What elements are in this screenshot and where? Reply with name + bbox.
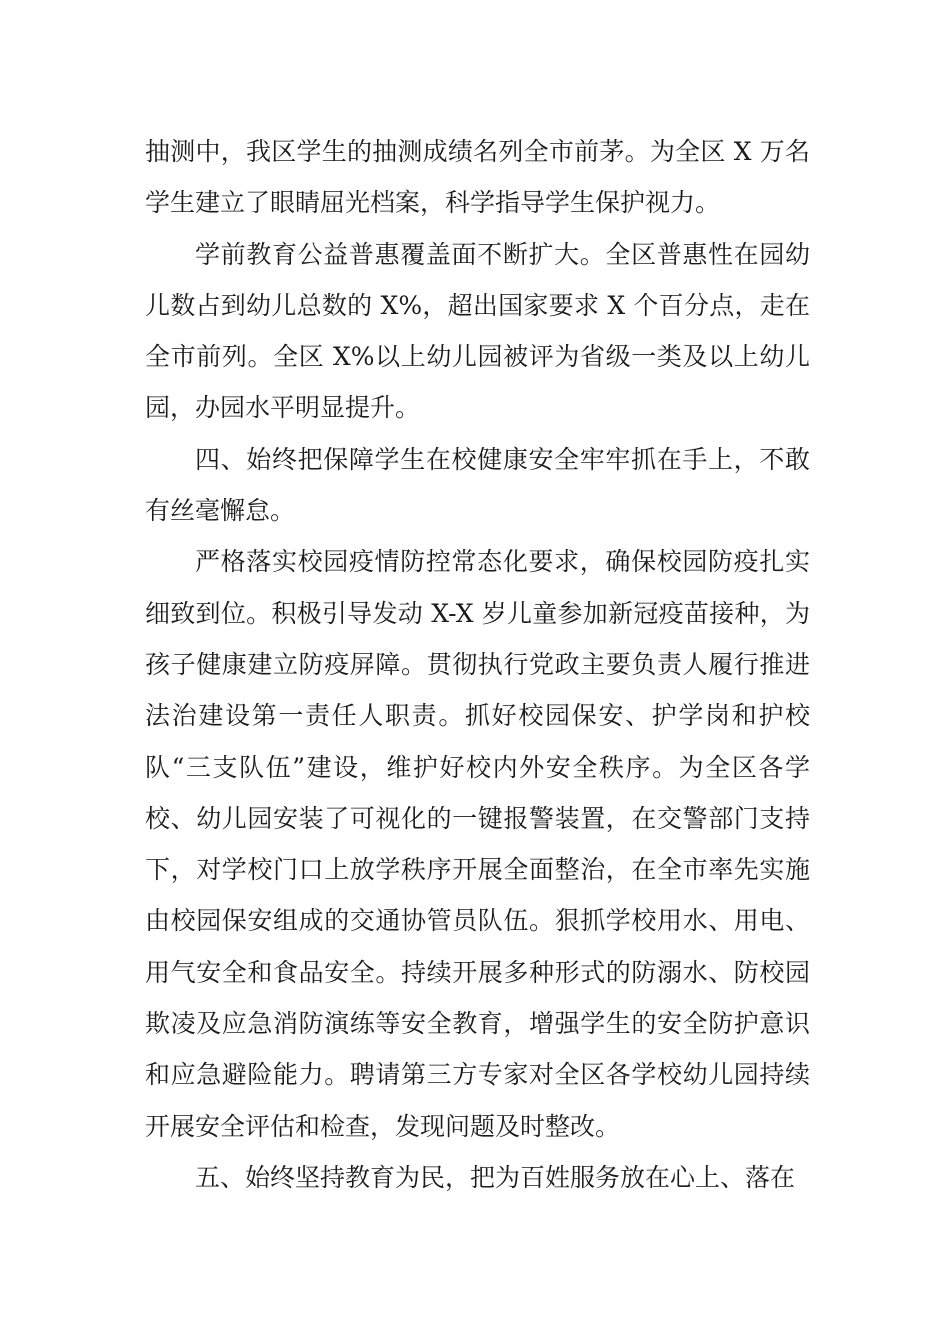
paragraph-campus-safety: 严格落实校园疫情防控常态化要求，确保校园防疫扎实细致到位。积极引导发动 X-X 岁儿童参加新冠疫苗接种，为孩子健康建立防疫屏障。贯彻执行党政主要负责人履行推进法治建设第一责任人职责。抓好校园保安、护学岗和护校队“三支队伍”建设，维护好校内外安全秩序。为全区各学校、幼儿园安装了可视化的一键报警装置，在交警部门支持下，对学校门口上放学秩序开展全面整治，在全市率先实施由校园保安组成的交通协管员队伍。狠抓学校用水、用电、用气安全和食品安全。持续开展多种形式的防溺水、防校园欺凌及应急消防演练等安全教育，增强学生的安全防护意识和应急避险能力。聘请第三方专家对全区各学校幼儿园持续开展安全评估和检查，发现问题及时整改。 xyxy=(145,547,810,1141)
paragraph-continuation: 抽测中，我区学生的抽测成绩名列全市前茅。为全区 X 万名学生建立了眼睛屈光档案，科学指导学生保护视力。 xyxy=(145,137,810,218)
document-body xyxy=(145,126,810,1203)
section-heading-five: 五、始终坚持教育为民，把为百姓服务放在心上、落在 xyxy=(195,1162,796,1192)
section-heading-four: 四、始终把保障学生在校健康安全牢牢抓在手上，不敢有丝毫懈怠。 xyxy=(145,444,810,526)
paragraph-preschool-education: 学前教育公益普惠覆盖面不断扩大。全区普惠性在园幼儿数占到幼儿总数的 X%，超出国家要求 X 个百分点，走在全市前列。全区 X%以上幼儿园被评为省级一类及以上幼儿园，办园水平明显提升。 xyxy=(145,239,810,423)
